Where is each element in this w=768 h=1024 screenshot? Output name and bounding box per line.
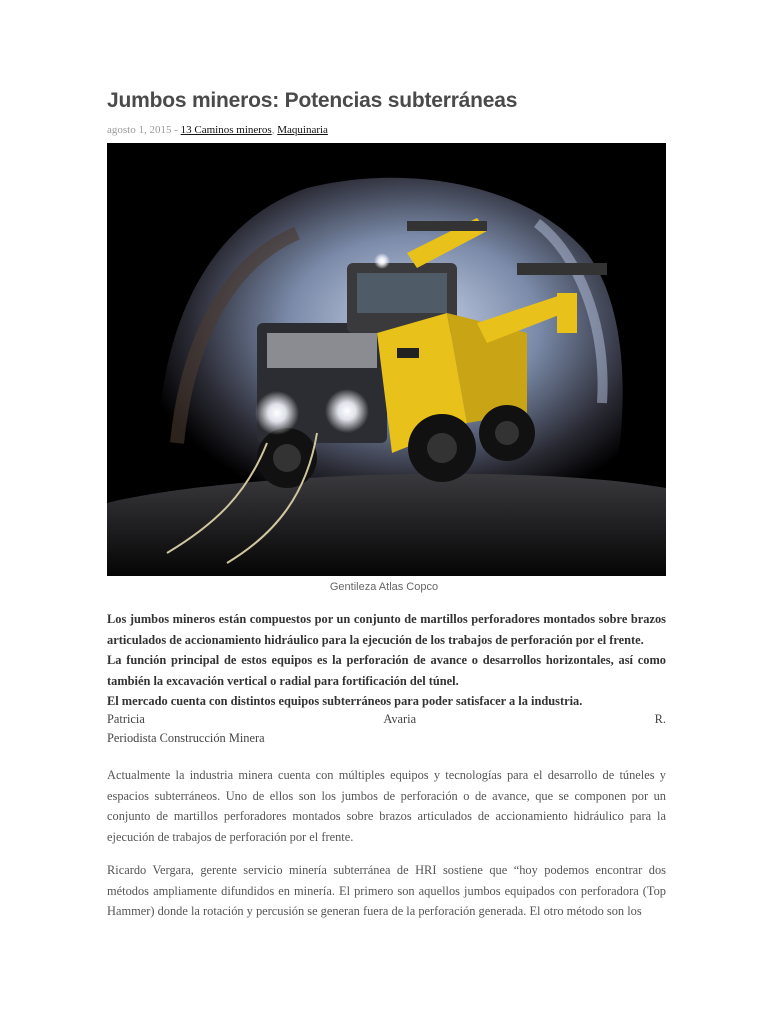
article-photo: [107, 143, 666, 576]
tunnel-floor: [107, 474, 666, 576]
author-role: Periodista Construcción Minera: [107, 731, 265, 745]
author-last-name: Avaria: [383, 712, 417, 726]
meta-comma: ,: [271, 124, 278, 136]
post-date: agosto 1, 2015: [107, 124, 172, 136]
lead-paragraph: Los jumbos mineros están compuestos por un conjunto de martillos perforadores montados sobre brazos articulados de accionamiento hidráulico para la ejecución de los trabajos de perforación por el frente.: [107, 612, 666, 647]
author-first-name: Patricia: [107, 712, 145, 726]
headlight-right: [325, 389, 369, 433]
body-paragraph: Actualmente la industria minera cuenta con múltiples equipos y tecnologías para el desarrollo de túneles y espacios subterráneos. Uno de ellos son los jumbos de perforación o de avance, que se componen por un conjunto de martillos perforadores montados sobre brazos articulados de accionamiento hidráulico para la ejecución de trabajos de perforación por el frente.: [107, 768, 666, 844]
article-meta: [107, 124, 328, 136]
photo-caption: Gentileza Atlas Copco: [329, 581, 439, 593]
mining-jumbo-illustration: [107, 143, 666, 576]
article-title: Jumbos mineros: Potencias subterráneas: [107, 89, 518, 112]
lead-paragraph: La función principal de estos equipos es la perforación de avance o desarrollos horizontales, así como también la excavación vertical o radial para fortificación del túnel.: [107, 653, 666, 688]
meta-separator: -: [171, 124, 181, 136]
author-byline: [107, 710, 666, 728]
article-lead: [107, 609, 666, 712]
body-paragraph: Ricardo Vergara, gerente servicio minería subterránea de HRI sostiene que “hoy podemos encontrar dos métodos ampliamente difundidos en minería. El primero son aquellos jumbos equipados con perforadora (Top Hammer) donde la rotación y percusión se generan fuera de la perforación generada. El otro método son los: [107, 863, 666, 918]
category-link[interactable]: Maquinaria: [277, 124, 328, 136]
author-initial: R.: [654, 712, 666, 726]
comments-link[interactable]: 13 Caminos mineros: [180, 124, 272, 136]
lead-paragraph: El mercado cuenta con distintos equipos subterráneos para poder satisfacer a la industria.: [107, 694, 583, 708]
headlight-left: [255, 391, 299, 435]
